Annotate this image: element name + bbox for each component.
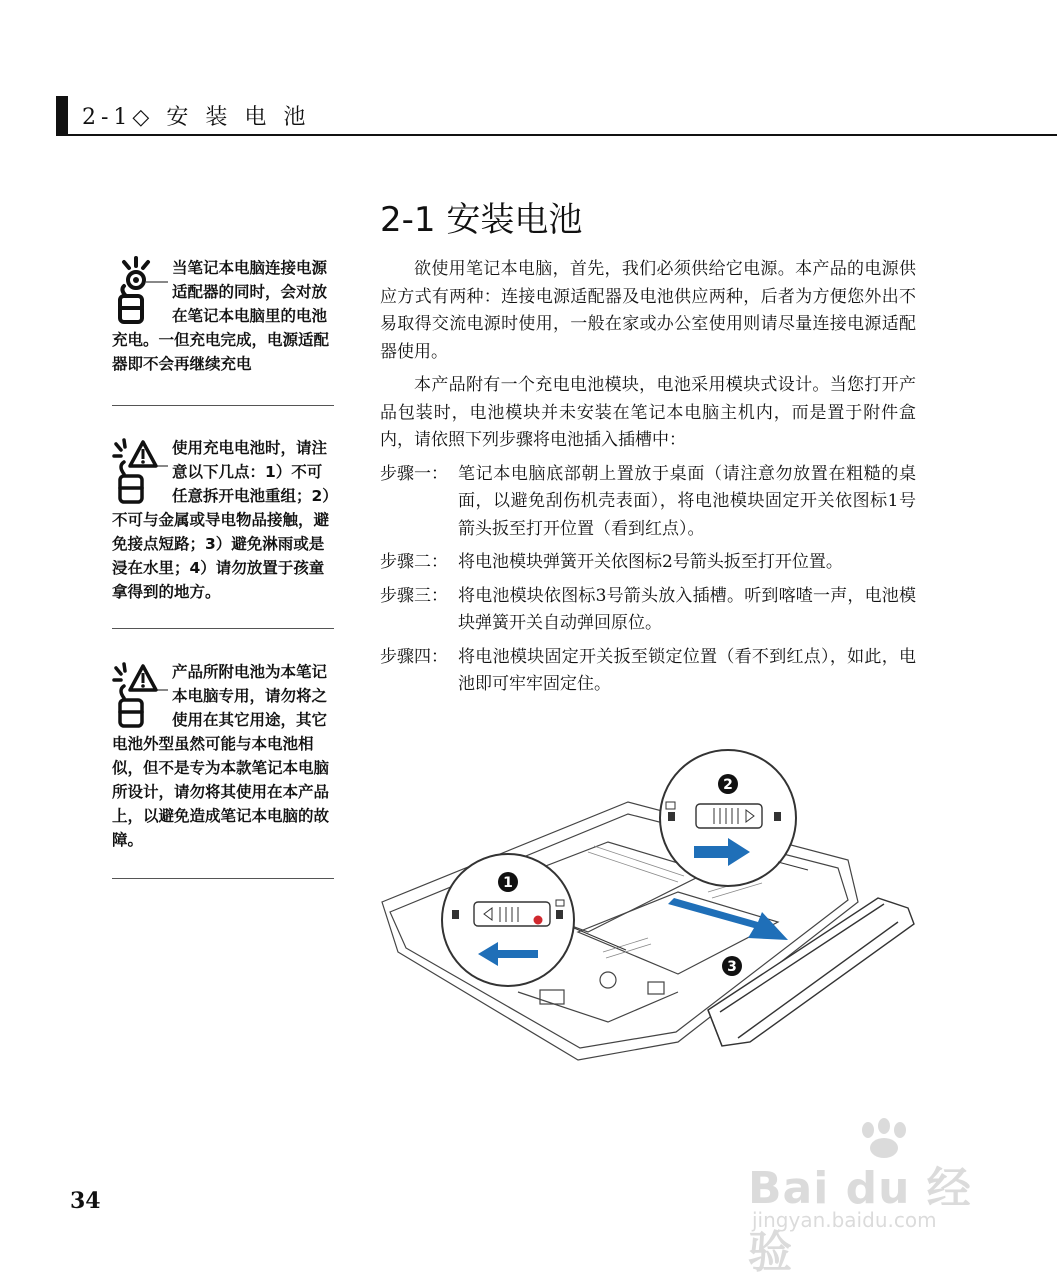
note-divider	[112, 405, 334, 406]
step-text: 笔记本电脑底部朝上置放于桌面（请注意勿放置在粗糙的桌面，以避免刮伤机壳表面），将电池模块固定开关依图标1号箭头扳至打开位置（看到红点）。	[458, 463, 916, 539]
side-note-battery-exclusive	[112, 660, 334, 852]
watermark-url: jingyan.baidu.com	[752, 1208, 937, 1232]
step-3	[380, 583, 916, 638]
warning-person-icon	[110, 436, 168, 504]
module-paragraph: 本产品附有一个充电电池模块，电池采用模块式设计。当您打开产品包装时，电池模块并未安装在笔记本电脑主机内，而是置于附件盒内，请依照下列步骤将电池插入插槽中：	[380, 375, 916, 450]
note-divider	[112, 878, 334, 879]
step-text: 将电池模块依图标3号箭头放入插槽。听到喀喳一声，电池模块弹簧开关自动弹回原位。	[458, 585, 916, 633]
callout-1: 1	[503, 875, 513, 891]
page-title: 2-1 安装电池	[380, 200, 583, 240]
note-text: 当笔记本电脑连接电源适配器的同时，会对放在笔记本电脑里的电池充电。一但充电完成，电源适配器即不会再继续充电	[112, 259, 330, 373]
baidu-watermark	[748, 1118, 998, 1278]
step-1	[380, 461, 916, 544]
step-2	[380, 549, 916, 577]
step-label: 步骤二：	[380, 552, 448, 572]
side-note-battery-care	[112, 436, 334, 604]
watermark-logo: Bai du 经验	[748, 1163, 972, 1278]
callout-3: 3	[727, 959, 737, 975]
page-number: 34	[70, 1188, 101, 1214]
body-text	[380, 256, 916, 705]
header-rule	[56, 134, 1057, 136]
section-header: 2-1◇ 安 装 电 池	[82, 105, 311, 130]
step-label: 步骤三：	[380, 585, 448, 606]
intro-paragraph: 欲使用笔记本电脑，首先，我们必须供给它电源。本产品的电源供应方式有两种：连接电源适配器及电池供应两种，后者为方便您外出不易取得交流电源时使用，一般在家或办公室使用则请尽量连接电源适配器使用。	[380, 259, 916, 362]
battery-install-diagram	[378, 742, 918, 1072]
note-divider	[112, 628, 334, 629]
side-note-charging	[112, 256, 334, 376]
callout-2: 2	[723, 777, 733, 793]
step-4	[380, 644, 916, 699]
step-text: 将电池模块固定开关扳至锁定位置（看不到红点），如此，电池即可牢牢固定住。	[458, 646, 916, 694]
lock-red-dot	[534, 916, 543, 925]
step-label: 步骤四：	[380, 646, 448, 667]
warning-person-icon	[110, 660, 168, 728]
header-bar	[56, 96, 68, 136]
note-text: 使用充电电池时，请注意以下几点：1）不可任意拆开电池重组；2）不可与金属或导电物品接触，避免接点短路；3）避免淋雨或是浸在水里；4）请勿放置于孩童拿得到的地方。	[112, 439, 331, 601]
idea-person-icon	[110, 256, 168, 324]
note-text: 产品所附电池为本笔记本电脑专用，请勿将之使用在其它用途，其它电池外型虽然可能与本电池相似，但不是专为本款笔记本电脑所设计，请勿将其使用在本产品上，以避免造成笔记本电脑的故障。	[112, 663, 330, 849]
step-text: 将电池模块弹簧开关依图标2号箭头扳至打开位置。	[458, 552, 843, 572]
step-label: 步骤一：	[380, 463, 448, 484]
